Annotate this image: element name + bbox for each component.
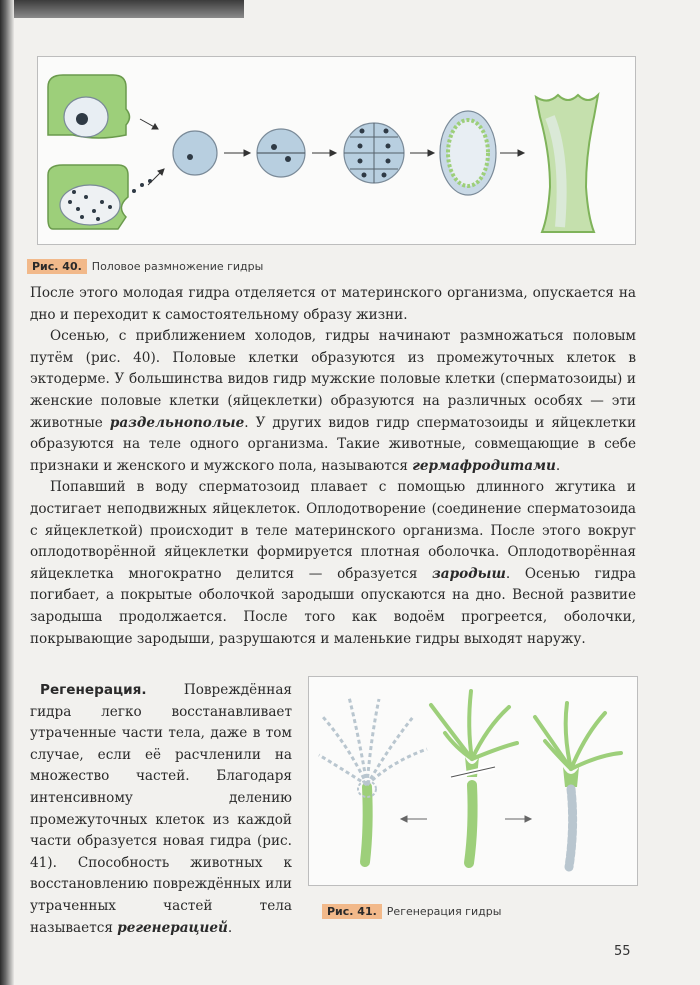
term-regeneration: регенерацией [117, 919, 228, 936]
paragraph-2-text-c: . [555, 457, 561, 474]
figure-41-label: Рис. 41. [322, 904, 382, 919]
page-binding-shadow [0, 0, 14, 985]
figure-41-illustration [308, 676, 638, 886]
embryo-icon [440, 111, 496, 195]
term-embryo: зародыш [432, 565, 506, 582]
paragraph-2-text-a: Осенью, с приближением холодов, гидры начинают размножаться половым путём (рис. 40). Половые клетки образуются из промежуточных клеток в эктодерме. У большинства видов гидр мужские половые клетки (сперматозоиды) и женские половые клетки (яйцеклетки) образуются на различных особях — эти животные [30, 328, 636, 431]
ectoderm-cell-sperm-icon [48, 165, 152, 229]
zygote-icon [173, 131, 217, 175]
hydra-regenerated-body-icon [535, 703, 621, 867]
figure-40-caption-text: Половое размножение гидры [91, 260, 264, 273]
multi-cell-stage-icon [344, 123, 404, 183]
paragraph-3-text-a: Попавший в воду сперматозоид плавает с помощью длинного жгутика и достигает неподвижных яйцеклеток. Оплодотворение (соединение сперматозоида с яйцеклеткой) происходит в теле материнского организма. После этого вокруг оплодотворённой яйцеклетки формируется плотная оболочка. Оплодотворённая яйцеклетка многократно делится — образуется [30, 479, 636, 582]
paragraph-3 [30, 477, 636, 650]
term-dioecious: раздельнополые [109, 414, 245, 431]
scan-edge [14, 0, 244, 18]
hydra-cut-icon [431, 691, 517, 863]
arrow-icon [401, 816, 531, 822]
ectoderm-cell-egg-icon [48, 75, 130, 138]
figure-40-label: Рис. 40. [27, 259, 87, 274]
figure-41-caption-text: Регенерация гидры [386, 905, 502, 918]
paragraph-3-text-b: . Осенью гидра погибает, а покрытые оболочкой зародыши опускаются на дно. Весной развитие зародыша продолжается. После того как водоём прогреется, оболочки, покрывающие зародыши, разрушаются и маленькие гидры выходят наружу. [30, 565, 636, 647]
regeneration-heading: Регенерация. [40, 682, 147, 698]
regeneration-paragraph [30, 680, 292, 939]
paragraph-2 [30, 326, 636, 477]
hydra-regenerated-head-icon [319, 697, 427, 862]
two-cell-stage-icon [257, 129, 305, 177]
page-number: 55 [614, 944, 631, 959]
young-hydra-icon [536, 95, 598, 232]
figure-41-caption [322, 905, 501, 918]
paragraph-2-text-b: . У других видов гидр сперматозоиды и яйцеклетки образуются на теле одного организма. Такие животные, совмещающие в себе признаки и женского и мужского пола, называются [30, 414, 637, 474]
regeneration-text [30, 680, 292, 939]
main-text [30, 283, 636, 650]
paragraph-1: После этого молодая гидра отделяется от материнского организма, опускается на дно и переходит к самостоятельному образу жизни. [30, 285, 636, 323]
term-hermaphrodites: гермафродитами [412, 457, 556, 474]
regeneration-text-a: Повреждённая гидра легко восстанавливает утраченные части тела, даже в том случае, если её расчленили на множество частей. Благодаря интенсивному делению промежуточных клеток из каждой части образуется новая гидра (рис. 41). Способность животных к восстановлению повреждённых или утраченных частей тела называется [30, 682, 292, 936]
regeneration-text-b: . [227, 919, 233, 936]
figure-40-caption [27, 260, 263, 273]
figure-40-illustration [37, 56, 636, 245]
